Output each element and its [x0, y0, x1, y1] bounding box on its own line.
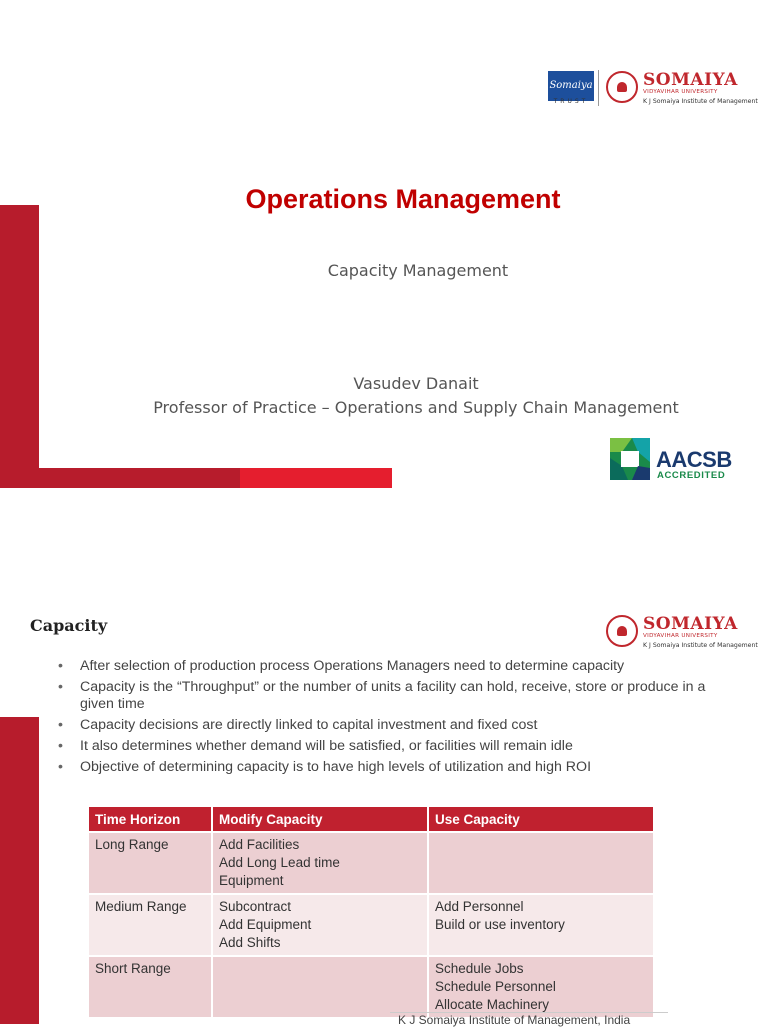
time-horizon-cell: Short Range: [89, 956, 212, 1017]
cell-line: Schedule Personnel: [435, 979, 556, 994]
time-horizon-cell: Medium Range: [89, 894, 212, 956]
logo-divider: [598, 70, 599, 106]
aacsb-logo-icon: [610, 438, 650, 480]
capacity-table: [89, 807, 653, 1017]
cell-line: Build or use inventory: [435, 917, 565, 932]
institute-name: K J Somaiya Institute of Management: [643, 642, 758, 649]
bullet-item: • Capacity decisions are directly linked to capital investment and fixed cost: [58, 717, 708, 734]
cell-line: Add Equipment: [219, 917, 312, 932]
university-logo-name: SOMAIYA: [643, 614, 738, 634]
table-header-row: [89, 807, 653, 832]
use-capacity-cell: [428, 956, 653, 1017]
cell-line: Equipment: [219, 873, 284, 888]
cell-line: Schedule Jobs: [435, 961, 524, 976]
bullet-item: • It also determines whether demand will be satisfied, or facilities will remain idle: [58, 738, 708, 755]
use-capacity-cell: [428, 894, 653, 956]
red-accent-bar-vertical: [0, 205, 39, 488]
cell-line: Add Facilities: [219, 837, 300, 852]
university-logo-subtitle: VIDYAVIHAR UNIVERSITY: [643, 633, 718, 639]
table-row: [89, 956, 653, 1017]
somaiya-seal-icon: [606, 615, 638, 647]
red-accent-bar-vertical: [0, 717, 39, 1024]
cell-line: Subcontract: [219, 899, 292, 914]
cell-line: Add Shifts: [219, 935, 281, 950]
aacsb-status: ACCREDITED: [657, 470, 726, 481]
bullet-item: • Capacity is the “Throughput” or the number of units a facility can hold, receive, store or produce in a given time: [58, 679, 708, 713]
somaiya-seal-icon: [606, 71, 638, 103]
cell-line: Add Long Lead time: [219, 855, 340, 870]
red-accent-bar-bottom-bright: [240, 468, 392, 488]
university-logo-subtitle: VIDYAVIHAR UNIVERSITY: [643, 89, 718, 95]
cell-line: Add Personnel: [435, 899, 524, 914]
header-time-horizon: Time Horizon: [89, 807, 212, 832]
time-horizon-cell: Long Range: [89, 832, 212, 894]
presenter-name: Vasudev Danait: [353, 374, 479, 393]
bullet-item: • Objective of determining capacity is to have high levels of utilization and high ROI: [58, 759, 708, 776]
institute-name: K J Somaiya Institute of Management: [643, 98, 758, 105]
red-accent-bar-bottom-dark: [0, 468, 240, 488]
table-row: [89, 894, 653, 956]
table-row: [89, 832, 653, 894]
bullet-list: [58, 658, 708, 780]
modify-capacity-cell: [212, 894, 428, 956]
presenter-block: [0, 372, 768, 420]
modify-capacity-cell: [212, 832, 428, 894]
presenter-role: Professor of Practice – Operations and Supply Chain Management: [153, 398, 679, 417]
slide-subtitle: Capacity Management: [327, 261, 509, 280]
slide-title: Capacity: [30, 616, 108, 635]
somaiya-trust-logo: Somaiya: [548, 71, 594, 101]
slide-footer: K J Somaiya Institute of Management, India: [390, 1012, 668, 1027]
modify-capacity-cell: [212, 956, 428, 1017]
cell-line: Allocate Machinery: [435, 997, 550, 1012]
bullet-item: • After selection of production process Operations Managers need to determine capacity: [58, 658, 708, 675]
university-logo-name: SOMAIYA: [643, 70, 738, 90]
trust-label: TRUST: [553, 98, 589, 105]
capacity-slide: [0, 590, 768, 1027]
header-use-capacity: Use Capacity: [428, 807, 653, 832]
header-modify-capacity: Modify Capacity: [212, 807, 428, 832]
aacsb-name: AACSB: [656, 447, 732, 472]
use-capacity-cell: [428, 832, 653, 894]
slide-title: Operations Management: [245, 184, 561, 214]
